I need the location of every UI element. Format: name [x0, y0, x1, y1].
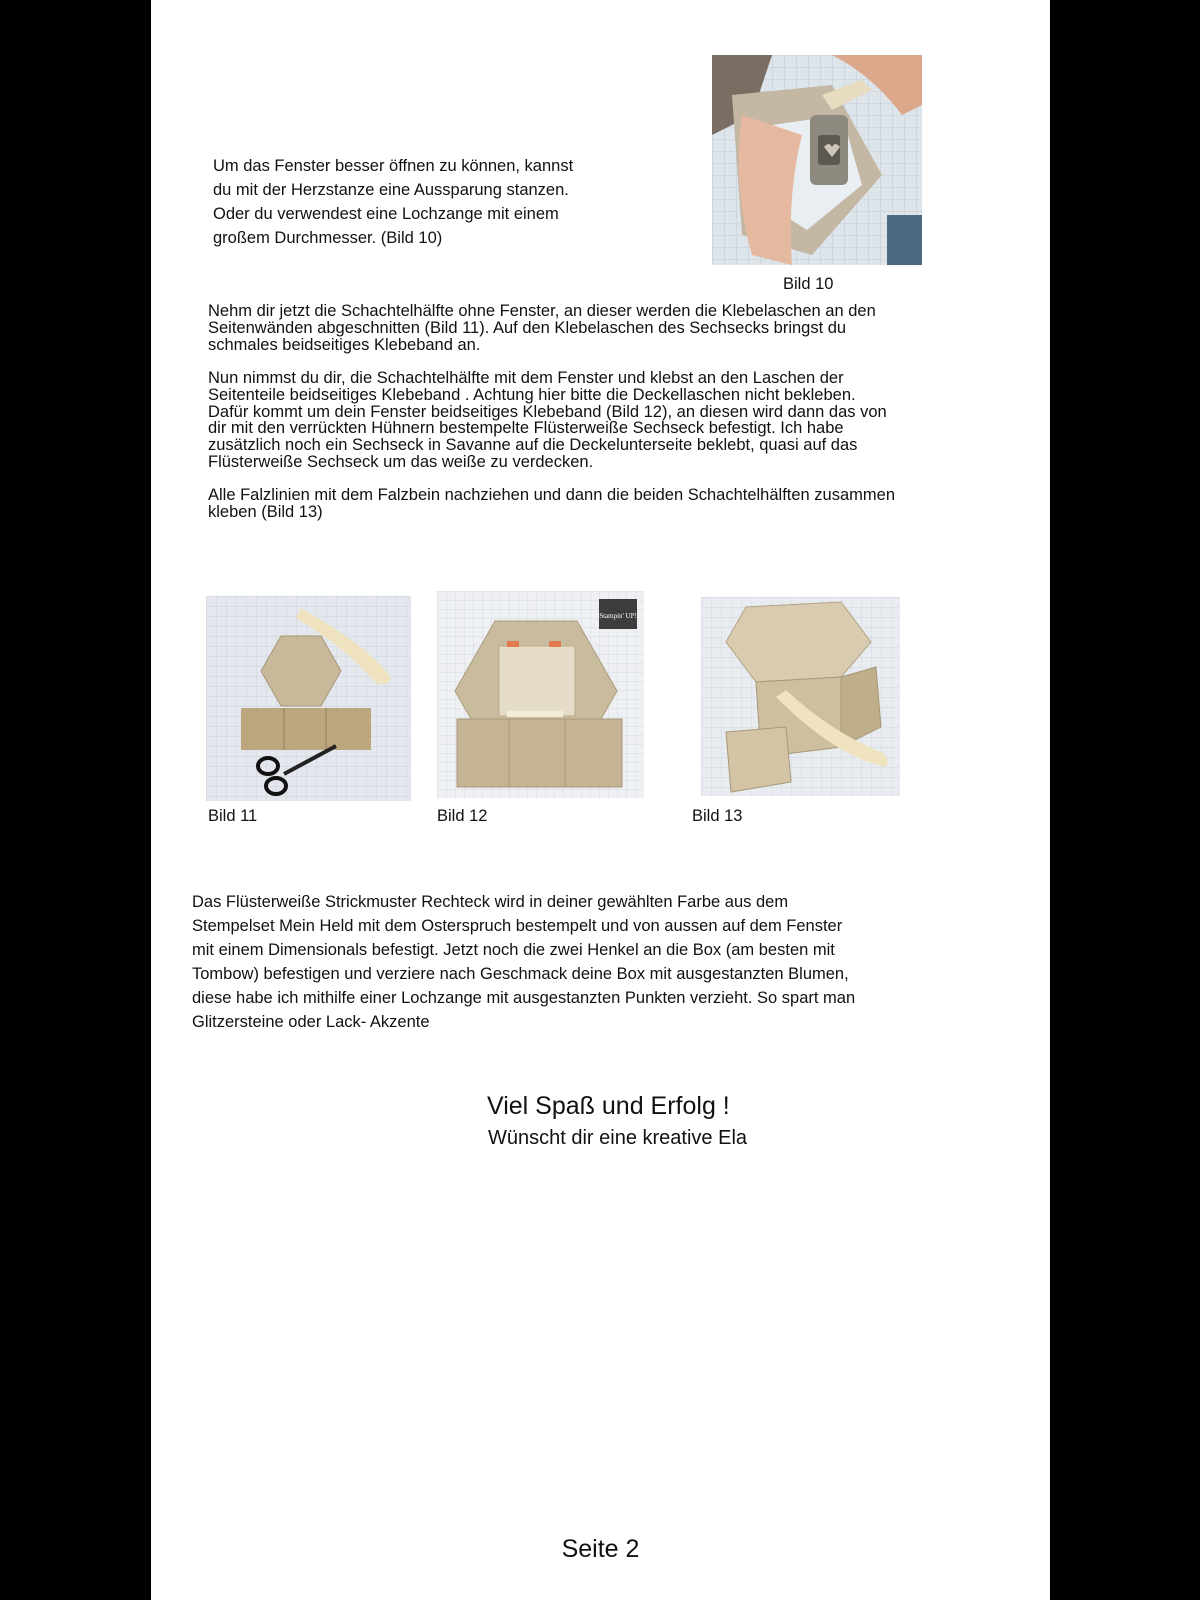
paragraph-3	[208, 370, 998, 471]
photo-bild-10	[712, 55, 922, 265]
paragraph-4	[208, 487, 998, 521]
caption-bild-11: Bild 11	[208, 807, 258, 825]
text-line: mit einem Dimensionals befestigt. Jetzt noch die zwei Henkel an die Box (am besten mit	[192, 941, 835, 959]
text-line: kleben (Bild 13)	[208, 502, 323, 521]
text-line: Nehm dir jetzt die Schachtelhälfte ohne Fenster, an dieser werden die Klebelaschen an den	[208, 302, 876, 320]
top-paragraph	[213, 154, 633, 250]
document-page	[151, 0, 1050, 1600]
photo-bild-12	[437, 591, 644, 798]
photo-bild-13	[701, 597, 900, 796]
text-line: Alle Falzlinien mit dem Falzbein nachziehen und dann die beiden Schachtelhälften zusammen	[208, 486, 895, 504]
paragraph-2	[208, 303, 998, 353]
photo-bild-11	[206, 596, 411, 801]
text-line: du mit der Herzstanze eine Aussparung stanzen.	[213, 181, 569, 199]
caption-bild-13: Bild 13	[692, 807, 743, 825]
text-line: dir mit den verrückten Hühnern bestempelte Flüsterweiße Sechseck befestigt. Ich habe	[208, 419, 844, 438]
caption-bild-10: Bild 10	[783, 275, 834, 293]
closing-greeting: Viel Spaß und Erfolg !	[487, 1092, 730, 1120]
text-line: Seitenteile beidseitiges Klebeband . Achtung hier bitte die Deckellaschen nicht bekleben.	[208, 385, 856, 404]
text-line: Nun nimmst du dir, die Schachtelhälfte mit dem Fenster und klebst an den Laschen der	[208, 369, 844, 387]
stamp-logo-text: Stampin' UP!	[599, 612, 637, 620]
text-line: zusätzlich noch ein Sechseck in Savanne auf die Deckelunterseite beklebt, quasi auf das	[208, 436, 858, 455]
text-line: Dafür kommt um dein Fenster beidseitiges Klebeband (Bild 12), an diesen wird dann das von	[208, 402, 887, 421]
text-line: Oder du verwendest eine Lochzange mit einem	[213, 205, 559, 223]
text-line: Um das Fenster besser öffnen zu können, kannst	[213, 157, 574, 175]
text-line: Tombow) befestigen und verziere nach Geschmack deine Box mit ausgestanzten Blumen,	[192, 965, 849, 983]
text-line: Flüsterweiße Sechseck um das weiße zu verdecken.	[208, 452, 594, 471]
text-line: diese habe ich mithilfe einer Lochzange mit ausgestanzten Punkten verzieht. So spart man	[192, 989, 856, 1007]
paragraph-5	[192, 890, 972, 1034]
text-line: schmales beidseitiges Klebeband an.	[208, 335, 481, 354]
text-line: Seitenwänden abgeschnitten (Bild 11). Auf den Klebelaschen des Sechsecks bringst du	[208, 318, 847, 337]
text-line: Glitzersteine oder Lack- Akzente	[192, 1013, 430, 1031]
text-line: großem Durchmesser. (Bild 10)	[213, 229, 443, 247]
closing-signature: Wünscht dir eine kreative Ela	[488, 1127, 748, 1149]
text-line: Das Flüsterweiße Strickmuster Rechteck wird in deiner gewählten Farbe aus dem	[192, 893, 789, 911]
page-number: Seite 2	[561, 1535, 640, 1563]
caption-bild-12: Bild 12	[437, 807, 488, 825]
text-line: Stempelset Mein Held mit dem Osterspruch bestempelt und von aussen auf dem Fenster	[192, 917, 843, 935]
